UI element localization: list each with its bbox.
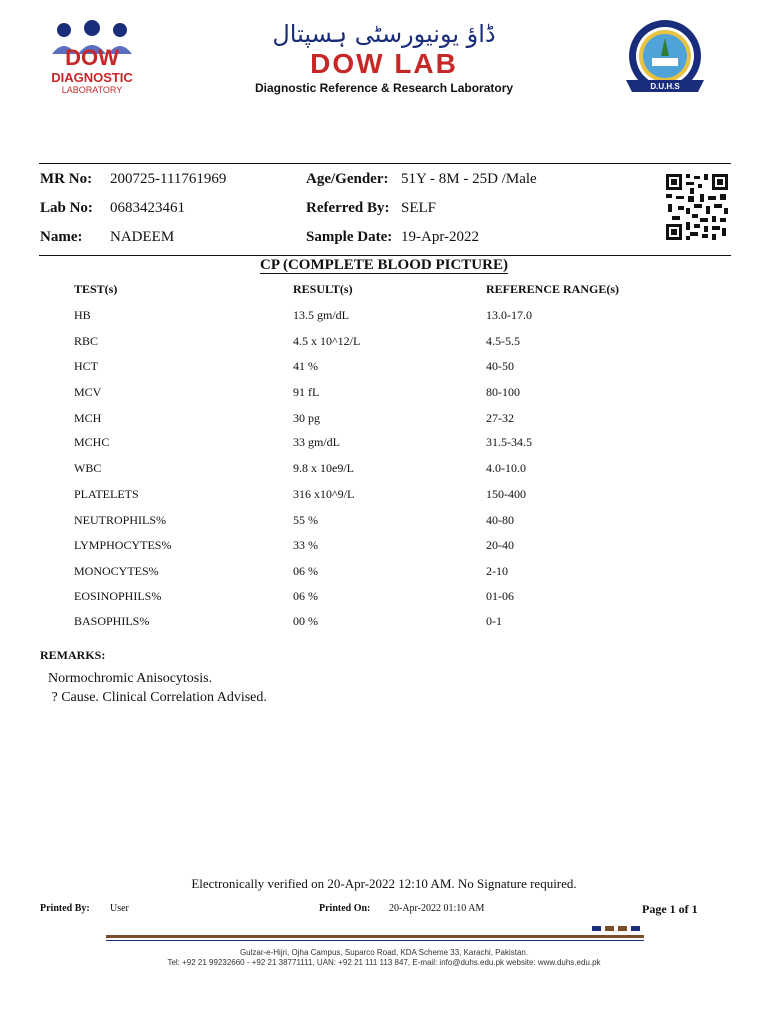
test-result: 30 pg — [293, 411, 320, 425]
footer-contact: Tel: +92 21 99232660 - +92 21 38771111, UAN: +92 21 111 113 847, E-mail: info@duhs.edu.pk website: www.duhs.edu.pk — [167, 958, 601, 967]
test-result: 13.5 gm/dL — [293, 308, 349, 322]
footer-bar-thin — [106, 940, 644, 941]
name-label: Name: — [40, 229, 83, 245]
referred-by-label: Referred By: — [306, 200, 390, 216]
test-name: HCT — [74, 359, 98, 373]
col-header-result: RESULT(s) — [293, 282, 353, 296]
verification-note: Electronically verified on 20-Apr-2022 12:10 AM. No Signature required. — [191, 876, 577, 891]
sample-date-value: 19-Apr-2022 — [401, 229, 480, 245]
col-header-test: TEST(s) — [74, 282, 118, 296]
test-name: MCHC — [74, 435, 110, 449]
duhs-seal-logo — [618, 18, 712, 102]
test-range: 80-100 — [486, 385, 520, 399]
test-range: 40-50 — [486, 359, 514, 373]
mr-label: MR No: — [40, 171, 93, 187]
test-range: 13.0-17.0 — [486, 308, 532, 322]
printed-on-label: Printed On: — [319, 903, 371, 914]
qr-code-icon — [664, 172, 730, 242]
test-range: 0-1 — [486, 614, 502, 628]
top-rule — [39, 163, 731, 164]
test-result: 316 x10^9/L — [293, 487, 355, 501]
page-number: Page 1 of 1 — [642, 902, 698, 916]
test-name: WBC — [74, 461, 102, 475]
seal-banner-text: D.U.H.S — [650, 82, 680, 91]
test-result: 4.5 x 10^12/L — [293, 334, 361, 348]
test-range: 40-80 — [486, 513, 514, 527]
test-name: BASOPHILS% — [74, 614, 150, 628]
logo-diagnostic-text: DIAGNOSTIC — [51, 70, 133, 85]
referred-by-value: SELF — [401, 200, 437, 216]
sample-date-label: Sample Date: — [306, 229, 393, 245]
col-header-range: REFERENCE RANGE(s) — [486, 282, 620, 296]
report-title: CP (COMPLETE BLOOD PICTURE) — [260, 257, 508, 273]
test-name: NEUTROPHILS% — [74, 513, 166, 527]
footer-square-icon — [631, 926, 640, 931]
lab-no-label: Lab No: — [40, 200, 93, 216]
remarks-heading: REMARKS: — [40, 648, 106, 662]
printed-on-value: 20-Apr-2022 01:10 AM — [389, 903, 485, 914]
test-range: 27-32 — [486, 411, 514, 425]
brand-title: DOW LAB — [310, 48, 458, 79]
footer-square-icon — [618, 926, 627, 931]
footer-address: Gulzar-e-Hijri, Ojha Campus, Suparco Road, KDA Scheme 33, Karachi, Pakistan. — [239, 948, 529, 957]
test-range: 4.0-10.0 — [486, 461, 526, 475]
logo-dow-text: DOW — [65, 45, 119, 70]
footer-square-icon — [592, 926, 601, 931]
age-gender-label: Age/Gender: — [306, 171, 389, 187]
footer-bar — [106, 935, 644, 938]
printed-by-value: User — [110, 903, 129, 914]
lab-no-value: 0683423461 — [110, 200, 185, 216]
test-range: 01-06 — [486, 589, 514, 603]
test-result: 00 % — [293, 614, 318, 628]
test-name: MONOCYTES% — [74, 564, 159, 578]
test-result: 06 % — [293, 564, 318, 578]
test-name: HB — [74, 308, 91, 322]
printed-by-label: Printed By: — [40, 903, 90, 914]
test-result: 9.8 x 10e9/L — [293, 461, 354, 475]
test-range: 31.5-34.5 — [486, 435, 532, 449]
test-name: MCH — [74, 411, 102, 425]
logo-laboratory-text: LABORATORY — [61, 85, 123, 95]
test-result: 41 % — [293, 359, 318, 373]
test-name: MCV — [74, 385, 102, 399]
name-value: NADEEM — [110, 229, 175, 245]
test-name: RBC — [74, 334, 99, 348]
remarks-line: Normochromic Anisocytosis. — [48, 671, 213, 686]
hospital-urdu-name: ڈاؤ یونیورسٹی ہسپتال — [272, 20, 496, 48]
test-range: 2-10 — [486, 564, 508, 578]
test-name: EOSINOPHILS% — [74, 589, 162, 603]
test-result: 55 % — [293, 513, 318, 527]
test-range: 4.5-5.5 — [486, 334, 520, 348]
footer-square-icon — [605, 926, 614, 931]
test-result: 91 fL — [293, 385, 320, 399]
age-gender-value: 51Y - 8M - 25D /Male — [401, 171, 537, 187]
test-name: LYMPHOCYTES% — [74, 538, 172, 552]
bottom-info-rule — [39, 255, 731, 256]
test-result: 33 gm/dL — [293, 435, 340, 449]
test-name: PLATELETS — [74, 487, 139, 501]
lab-tagline: Diagnostic Reference & Research Laboratory — [254, 81, 514, 95]
test-range: 20-40 — [486, 538, 514, 552]
test-result: 33 % — [293, 538, 318, 552]
mr-value: 200725-111761969 — [110, 171, 227, 187]
test-result: 06 % — [293, 589, 318, 603]
test-range: 150-400 — [486, 487, 526, 501]
remarks-line: ? Cause. Clinical Correlation Advised. — [48, 690, 267, 705]
